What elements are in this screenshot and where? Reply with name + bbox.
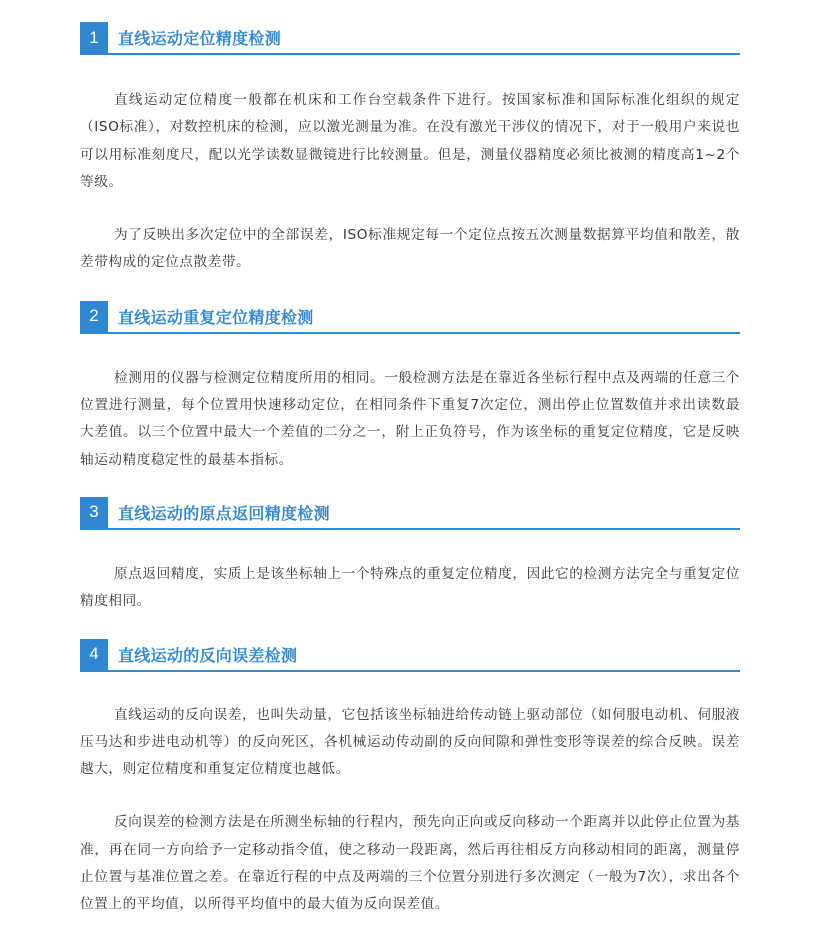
paragraph: 直线运动定位精度一般都在机床和工作台空载条件下进行。按国家标准和国际标准化组织的规定（ISO标准），对数控机床的检测，应以激光测量为准。在没有激光干涉仪的情况下，对于一般用户来说也可以用标准刻度尺，配以光学读数显微镜进行比较测量。但是，测量仪器精度必须比被测的精度高1~2个等级。 (80, 92, 740, 190)
section-number-badge: 1 (80, 22, 108, 53)
section-1 (80, 22, 740, 277)
paragraph: 原点返回精度，实质上是该坐标轴上一个特殊点的重复定位精度，因此它的检测方法完全与重复定位精度相同。 (80, 565, 740, 610)
section-number-badge: 3 (80, 497, 108, 528)
section-2 (80, 301, 740, 474)
section-3 (80, 497, 740, 616)
section-header (80, 22, 740, 55)
paragraph: 检测用的仪器与检测定位精度所用的相同。一般检测方法是在靠近各坐标行程中点及两端的任意三个位置进行测量，每个位置用快速移动定位，在相同条件下重复7次定位，测出停止位置数值并求出读数最大差值。以三个位置中最大一个差值的二分之一，附上正负符号，作为该坐标的重复定位精度，它是反映轴运动精度稳定性的最基本指标。 (80, 369, 740, 468)
section-number-badge: 2 (80, 301, 108, 332)
paragraph: 反向误差的检测方法是在所测坐标轴的行程内，预先向正向或反向移动一个距离并以此停止位置为基准，再在同一方向给予一定移动指令值，使之移动一段距离，然后再往相反方向移动相同的距离，测量停止位置与基准位置之差。在靠近行程的中点及两端的三个位置分别进行多次测定（一般为7次），求出各个位置上的平均值，以所得平均值中的最大值为反向误差值。 (80, 814, 740, 913)
section-title: 直线运动定位精度检测 (118, 29, 282, 48)
section-number-badge: 4 (80, 639, 108, 670)
paragraph: 直线运动的反向误差，也叫失动量，它包括该坐标轴进给传动链上驱动部位（如伺服电动机、伺服液压马达和步进电动机等）的反向死区，各机械运动传动副的反向间隙和弹性变形等误差的综合反映。误差越大，则定位精度和重复定位精度也越低。 (80, 706, 740, 778)
section-title: 直线运动重复定位精度检测 (118, 307, 314, 327)
section-header (80, 301, 740, 334)
paragraph: 为了反映出多次定位中的全部误差，ISO标准规定每一个定位点按五次测量数据算平均值和散差，散差带构成的定位点散差带。 (80, 227, 740, 271)
section-4 (80, 639, 740, 919)
section-title: 直线运动的原点返回精度检测 (118, 503, 330, 523)
section-title: 直线运动的反向误差检测 (118, 645, 298, 665)
article-body (80, 22, 740, 919)
section-header (80, 639, 740, 672)
section-header (80, 497, 740, 530)
